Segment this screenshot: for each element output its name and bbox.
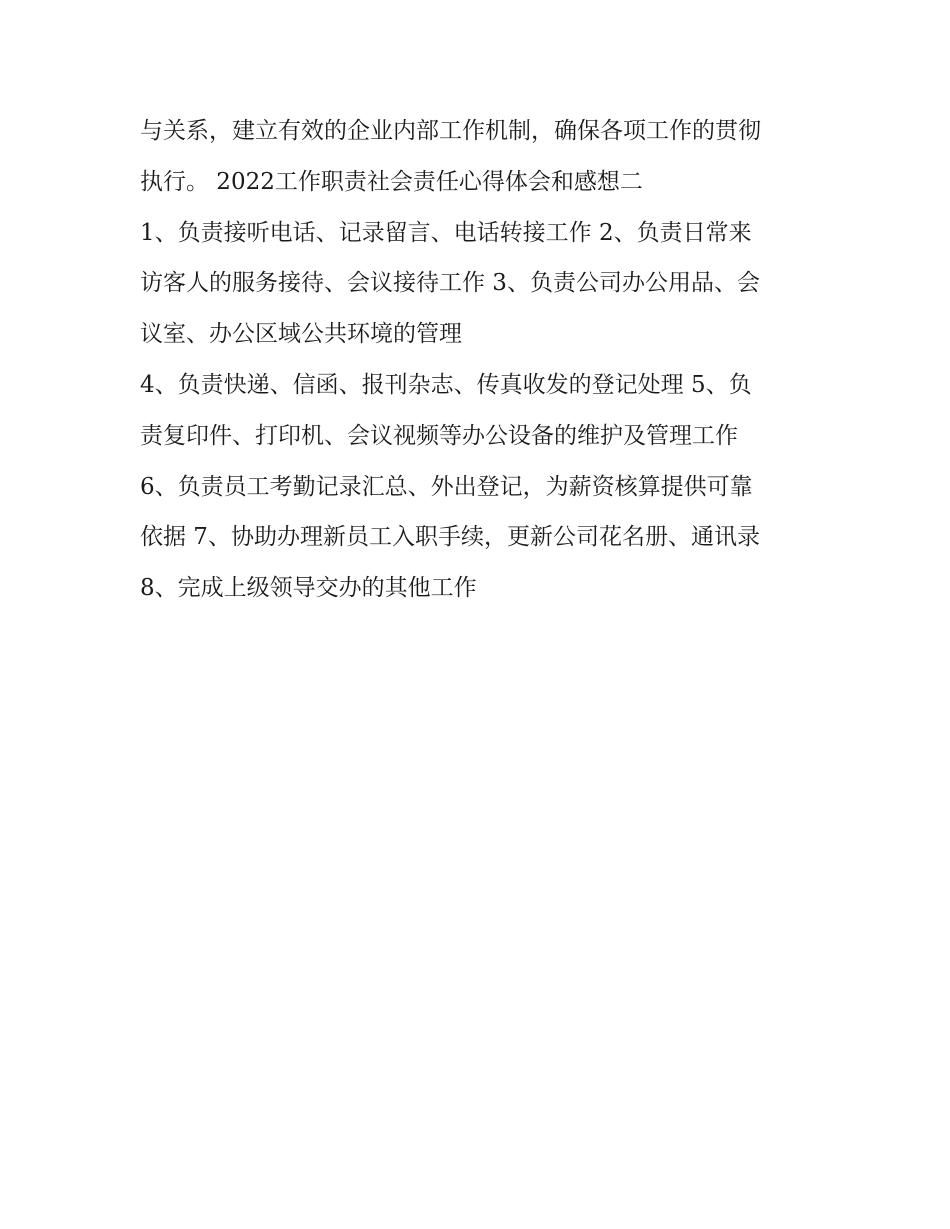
text-line: 4、负责快递、信函、报刊杂志、传真收发的登记处理 5、负 — [140, 371, 752, 398]
document-body — [140, 106, 820, 614]
text-line: 8、完成上级领导交办的其他工作 — [140, 575, 477, 602]
text-line: 责复印件、打印机、会议视频等办公设备的维护及管理工作 — [140, 422, 738, 449]
text-line: 访客人的服务接待、会议接待工作 3、负责公司办公用品、会 — [140, 270, 760, 297]
text-line: 与关系，建立有效的企业内部工作机制，确保各项工作的贯彻 — [140, 118, 761, 144]
text-line: 1、负责接听电话、记录留言、电话转接工作 2、负责日常来 — [140, 219, 752, 246]
text-line: 议室、办公区域公共环境的管理 — [140, 321, 462, 348]
text-line: 执行。 2022工作职责社会责任心得体会和感想二 — [140, 168, 643, 195]
text-line: 6、负责员工考勤记录汇总、外出登记，为薪资核算提供可靠 — [140, 473, 753, 500]
text-line: 依据 7、协助办理新员工入职手续，更新公司花名册、通讯录 — [140, 524, 760, 551]
